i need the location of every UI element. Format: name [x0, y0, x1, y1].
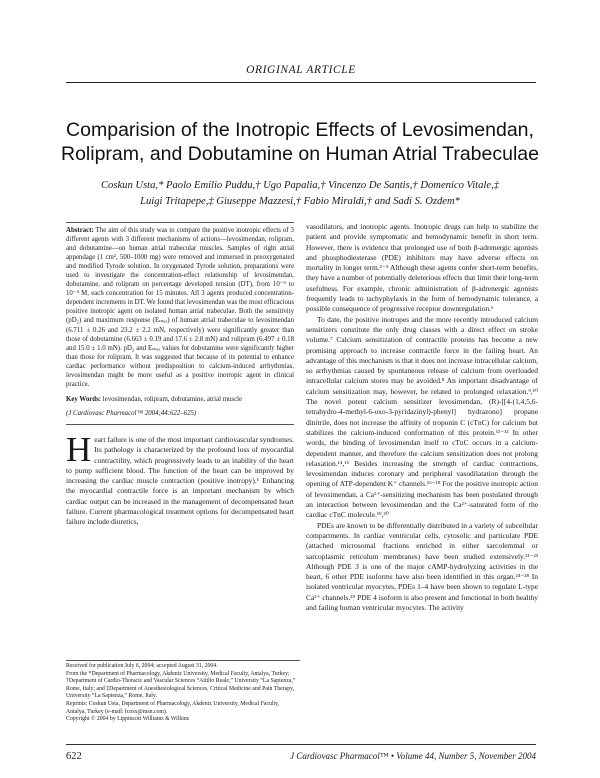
footnote-received: Received for publication July 6, 2004; accepted August 31, 2004. [66, 663, 218, 669]
footnotes [66, 660, 300, 724]
section-rule [66, 82, 536, 83]
article-title [60, 118, 540, 166]
left-column [66, 222, 294, 528]
body-paragraph-1: vasodilators, and inotropic agents. Inotropic drugs can help to stabilize the patient and provide symptomatic and hemodynamic benefit in short term. However, there is evidence that prolonged use of both β-adrenergic agonists and phosphodiesterase (PDE) inhibitors may have adverse effects on mortality in longer term.²⁻⁵ Although these agents confer short-term benefits, they have a number of potentially deleterious effects that limit their long-term usefulness. For example, chronic administration of β-adrenergic agonists frequently leads to tachyphylaxis in the form of hemodynamic tolerance, a possible consequence of progressive receptor downregulation.⁶ [306, 222, 538, 314]
authors-line-2: Luigi Tritapepe,‡ Giuseppe Mazzesi,† Fabio Miraldi,† and Sadi S. Ozdem* [140, 195, 460, 207]
title-line-2: Rolipram, and Dobutamine on Human Atrial Trabeculae [60, 143, 539, 165]
keywords-label: Key Words: [66, 395, 102, 403]
section-header: ORIGINAL ARTICLE [246, 64, 356, 76]
keywords-line [66, 395, 294, 404]
journal-info: J Cardiovasc Pharmacol™ • Volume 44, Number 5, November 2004 [290, 751, 536, 761]
footnote-affiliations: From the *Department of Pharmacology, Akdeniz University, Medical Faculty, Antalya, Turkey; †Department of Cardio-Thoracic and Vascular Sciences “Attilio Reale,” University “La Sapienza,” Rome, Italy; and ‡Department of Anesthesiological Sciences, Critical Medicine and Pain Therapy, University “La Sapienza,” Rome, Italy. [66, 670, 296, 700]
title-line-1: Comparision of the Inotropic Effects of Levosimendan, [66, 119, 534, 141]
body-paragraph-3: PDEs are known to be differentially distributed in a variety of subcellular compartments. In cardiac ventricular cells, cytosolic and particulate PDE (attached microsomal fractions enriched in either sarcolemmal or sarcoplasmic reticulum membranes) have been studied extensively.²¹⁻²³ Although PDE 3 is one of the major cAMP-hydrolyzing activities in the heart, 6 other PDE isoforms have also been identified in this organ.²⁴⁻²⁸ In isolated ventricular myocytes, PDEs 1–4 have been shown to regulate L-type Ca²⁺ channels.²⁹ PDE 4 isoform is also present and functional in both healthy and failing human ventricular myocytes. The activity [306, 520, 538, 612]
drop-cap: H [66, 429, 92, 469]
journal-citation: (J Cardiovasc Pharmacol™ 2004;44:622–625) [66, 409, 197, 417]
intro-paragraph [66, 429, 294, 528]
footnote-copyright: Copyright © 2004 by Lippincott Williams & Wilkins [66, 716, 190, 723]
right-column [306, 222, 538, 613]
abstract-box [66, 222, 294, 425]
abstract-paragraph [66, 226, 294, 389]
footnote-reprints: Reprints: Coskun Usta, Department of Pharmacology, Akdeniz University, Medical Faculty, Antalya, Turkey (e-mail: fcosx@msn.com). [66, 700, 280, 715]
intro-text: eart failure is one of the most important cardiovascular syndromes. Its pathology is characterized by the profound loss of myocardial contractility, which progressively leads to an inability of the heart to pump sufficient blood. The function of the heart can be improved by increasing the cardiac muscle contraction (positive inotropy).¹ Enhancing the myocardial contractile force is an important mechanism by which cardiac output can be increased in the management of decompensated heart failure. Current pharmacological treatment options for decompensated heart failure include diuretics, [66, 434, 294, 527]
abstract-label: Abstract: [66, 227, 94, 234]
keywords-text: levosimendan, rolipram, dobutamine, atrial muscle [102, 395, 243, 403]
authors-line-1: Coskun Usta,* Paolo Emilio Puddu,† Ugo Papalia,† Vincenzo De Santis,† Domenico Vitale,‡ [100, 180, 499, 191]
footer-rule [66, 744, 536, 745]
page-number: 622 [66, 751, 82, 762]
body-paragraph-2: To date, the positive inotropes and the more recently introduced calcium sensitizers constitute the only drug classes with a direct effect on stroke volume.⁷ Calcium sensitization of contractile proteins has become a new promising approach to increase contractile force in the failing heart. An advantage of this mechanism is that it does not increase intracellular calcium, so arrhythmias caused by spontaneous release of calcium from overloaded intracellular calcium stores may be avoided.⁸ An important disadvantage of calcium sensitization may, however, be related to prolonged relaxation.⁹,¹⁰ The novel potent calcium sensitizer levosimendan, (R)-[[4-(1,4,5,6-tetrahydro-4-methyl-6-oxo-3-pyridazinyl)-phenyl] hydrazono] propane dinitrile, does not increase the affinity of troponin C (cTnC) for calcium but stabilizes the calcium-induced conformation of this protein.¹¹⁻¹³ In other words, the binding of levosimendan itself to cTnC occurs in a calcium-dependent manner, and therefore the calcium sensitization does not prolong relaxation.¹⁴,¹⁵ Besides increasing the strength of cardiac contractions, levosimendan induces coronary and peripheral vasodilatation through the opening of ATP-dependent K⁺ channels.¹⁶⁻¹⁸ For the positive inotropic action of levosimendan, a Ca²⁺-sensitizing mechanism has been postulated through an interaction between levosimendan and the Ca²⁺-saturated form of the cardiac cTnC molecule.¹⁹,²⁰ [306, 314, 538, 520]
author-list [90, 178, 510, 209]
abstract-text: The aim of this study was to compare the positive inotropic effects of 3 different agents with 3 different mechanisms of actions—levosimendan, rolipram, and dobutamine—on human atrial trabecular muscles. Samples of right atrial appendage (1 cm², 500–1000 mg) were removed and immersed in preoxygenated and modified Tyrode solution. In oxygenated Tyrode solution, preparations were used to investigate the concentration-effect relationship of levosimendan, dobutamine, and rolipram on percentage developed tension (DT), from 10⁻⁹ to 10⁻⁴ M, each concentration for 15 minutes. All 3 agents produced concentration-dependent increments in DT. We found that levosimendan was the most efficacious positive inotropic agent on isolated human atrial trabeculae. Both the sensitivity (pD₂) and maximum response (Eₘₐₓ) of human atrial trabeculae to levosimendan (6.711 ± 0.26 and 23.2 ± 2.2 mN, respectively) were significantly greater than those of dobutamine (6.663 ± 0.19 and 17.6 ± 2.8 mN) and rolipram (6.497 ± 0.18 and 15.0 ± 1.0 mN). pD₂ and Eₘₐₓ values for dobutamine were significantly higher than those for rolipram. It was suggested that because of its potential to enhance cardiac performance without predisposition to calcium-induced arrhythmias, levosimendan might be more useful as a positive inotropic agent in clinical practice. [66, 227, 294, 388]
